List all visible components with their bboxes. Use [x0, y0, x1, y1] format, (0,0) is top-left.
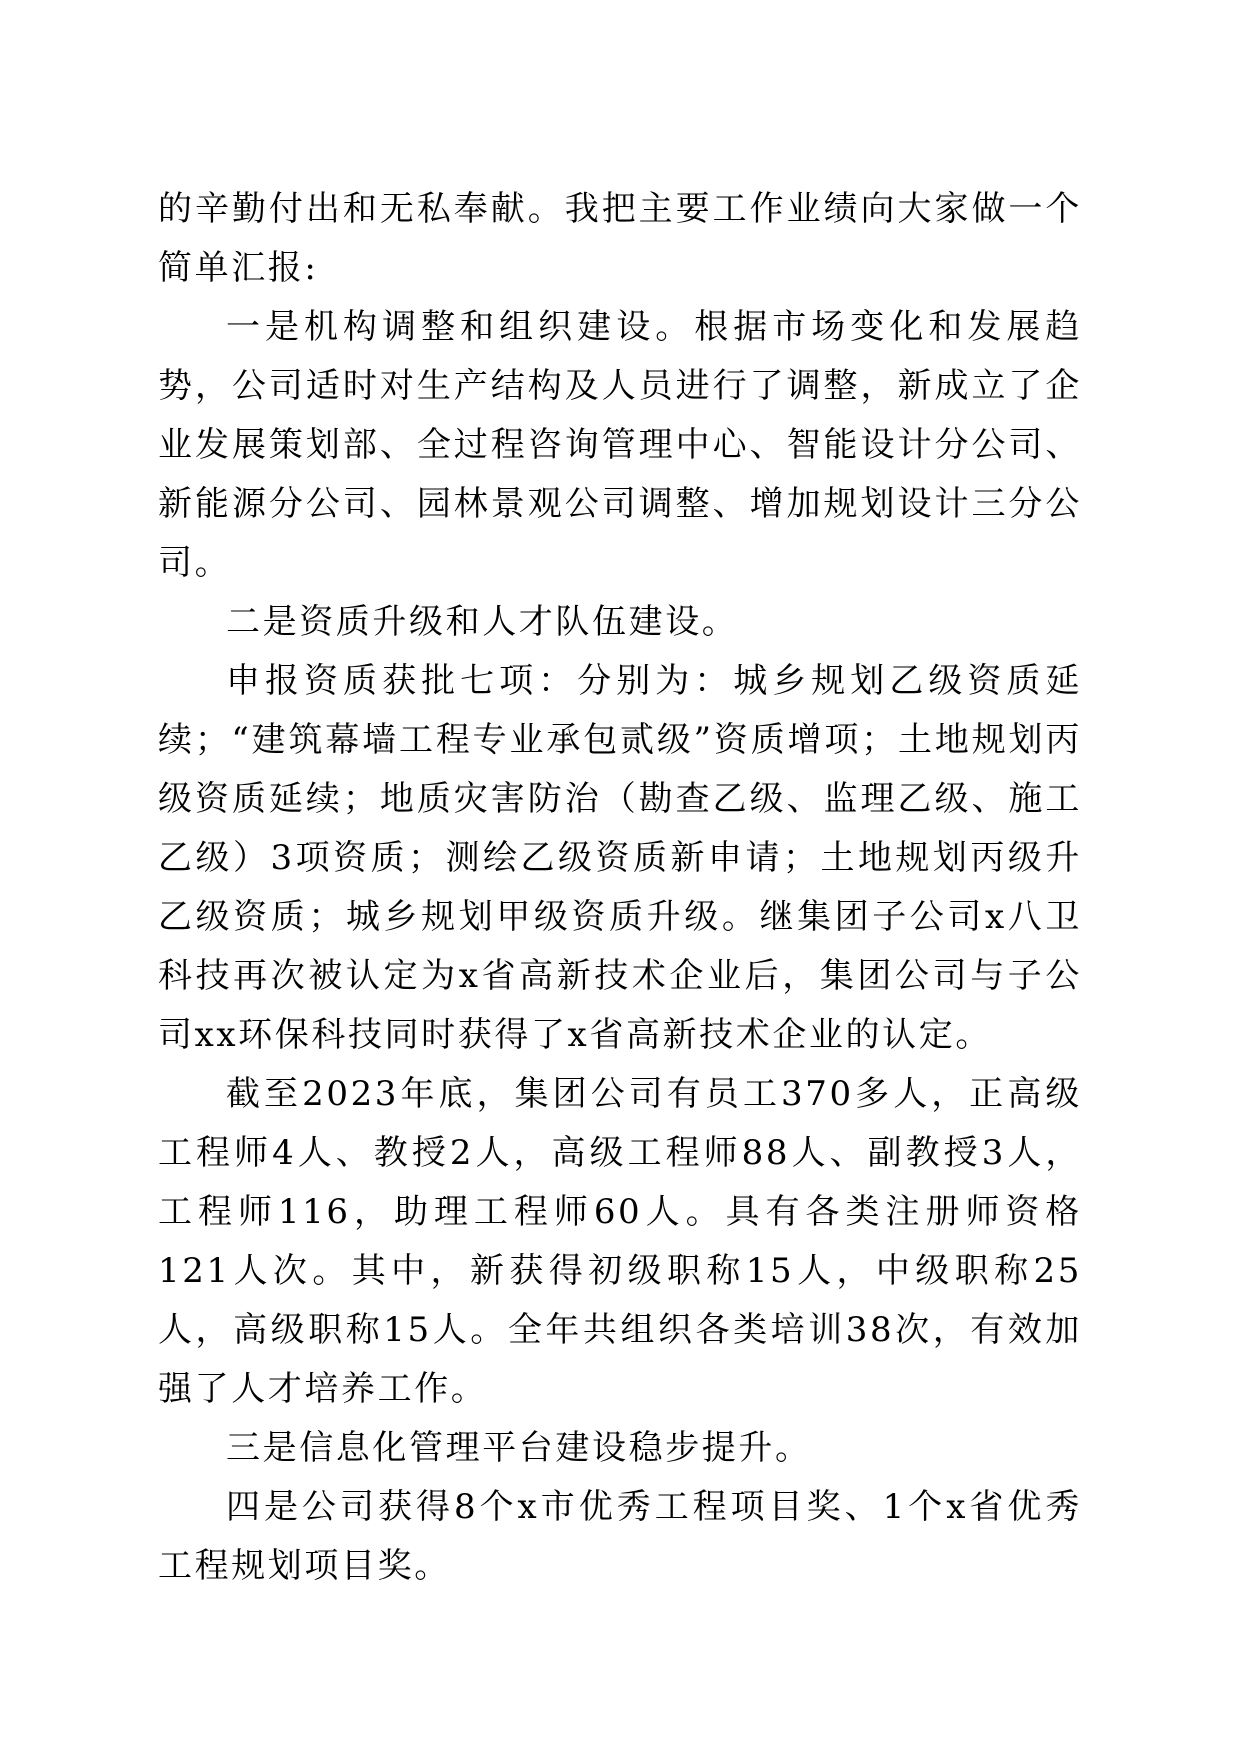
document-body — [158, 180, 1082, 1596]
paragraph-qualification-heading: 二是资质升级和人才队伍建设。 — [226, 602, 739, 642]
paragraph-information-platform: 三是信息化管理平台建设稳步提升。 — [226, 1428, 812, 1468]
paragraph-staff-statistics: 截至2023年底，集团公司有员工370多人，正高级工程师4人、教授2人，高级工程师88人、副教授3人，工程师116，助理工程师60人。具有各类注册师资格121人次。其中，新获得初级职称15人，中级职称25人，高级职称15人。全年共组织各类培训38次，有效加强了人才培养工作。 — [158, 1074, 1082, 1409]
paragraph-qualification-details: 申报资质获批七项：分别为：城乡规划乙级资质延续；“建筑幕墙工程专业承包贰级”资质增项；土地规划丙级资质延续；地质灾害防治（勘查乙级、监理乙级、施工乙级）3项资质；测绘乙级资质新申请；土地规划丙级升乙级资质；城乡规划甲级资质升级。继集团子公司x八卫科技再次被认定为x省高新技术企业后，集团公司与子公司xx环保科技同时获得了x省高新技术企业的认定。 — [158, 661, 1082, 1055]
paragraph-intro-continuation: 的辛勤付出和无私奉献。我把主要工作业绩向大家做一个简单汇报: — [158, 189, 1082, 288]
paragraph-organization-building: 一是机构调整和组织建设。根据市场变化和发展趋势，公司适时对生产结构及人员进行了调整，新成立了企业发展策划部、全过程咨询管理中心、智能设计分公司、新能源分公司、园林景观公司调整、增加规划设计三分公司。 — [158, 307, 1082, 583]
paragraph-awards: 四是公司获得8个x市优秀工程项目奖、1个x省优秀工程规划项目奖。 — [158, 1487, 1082, 1586]
